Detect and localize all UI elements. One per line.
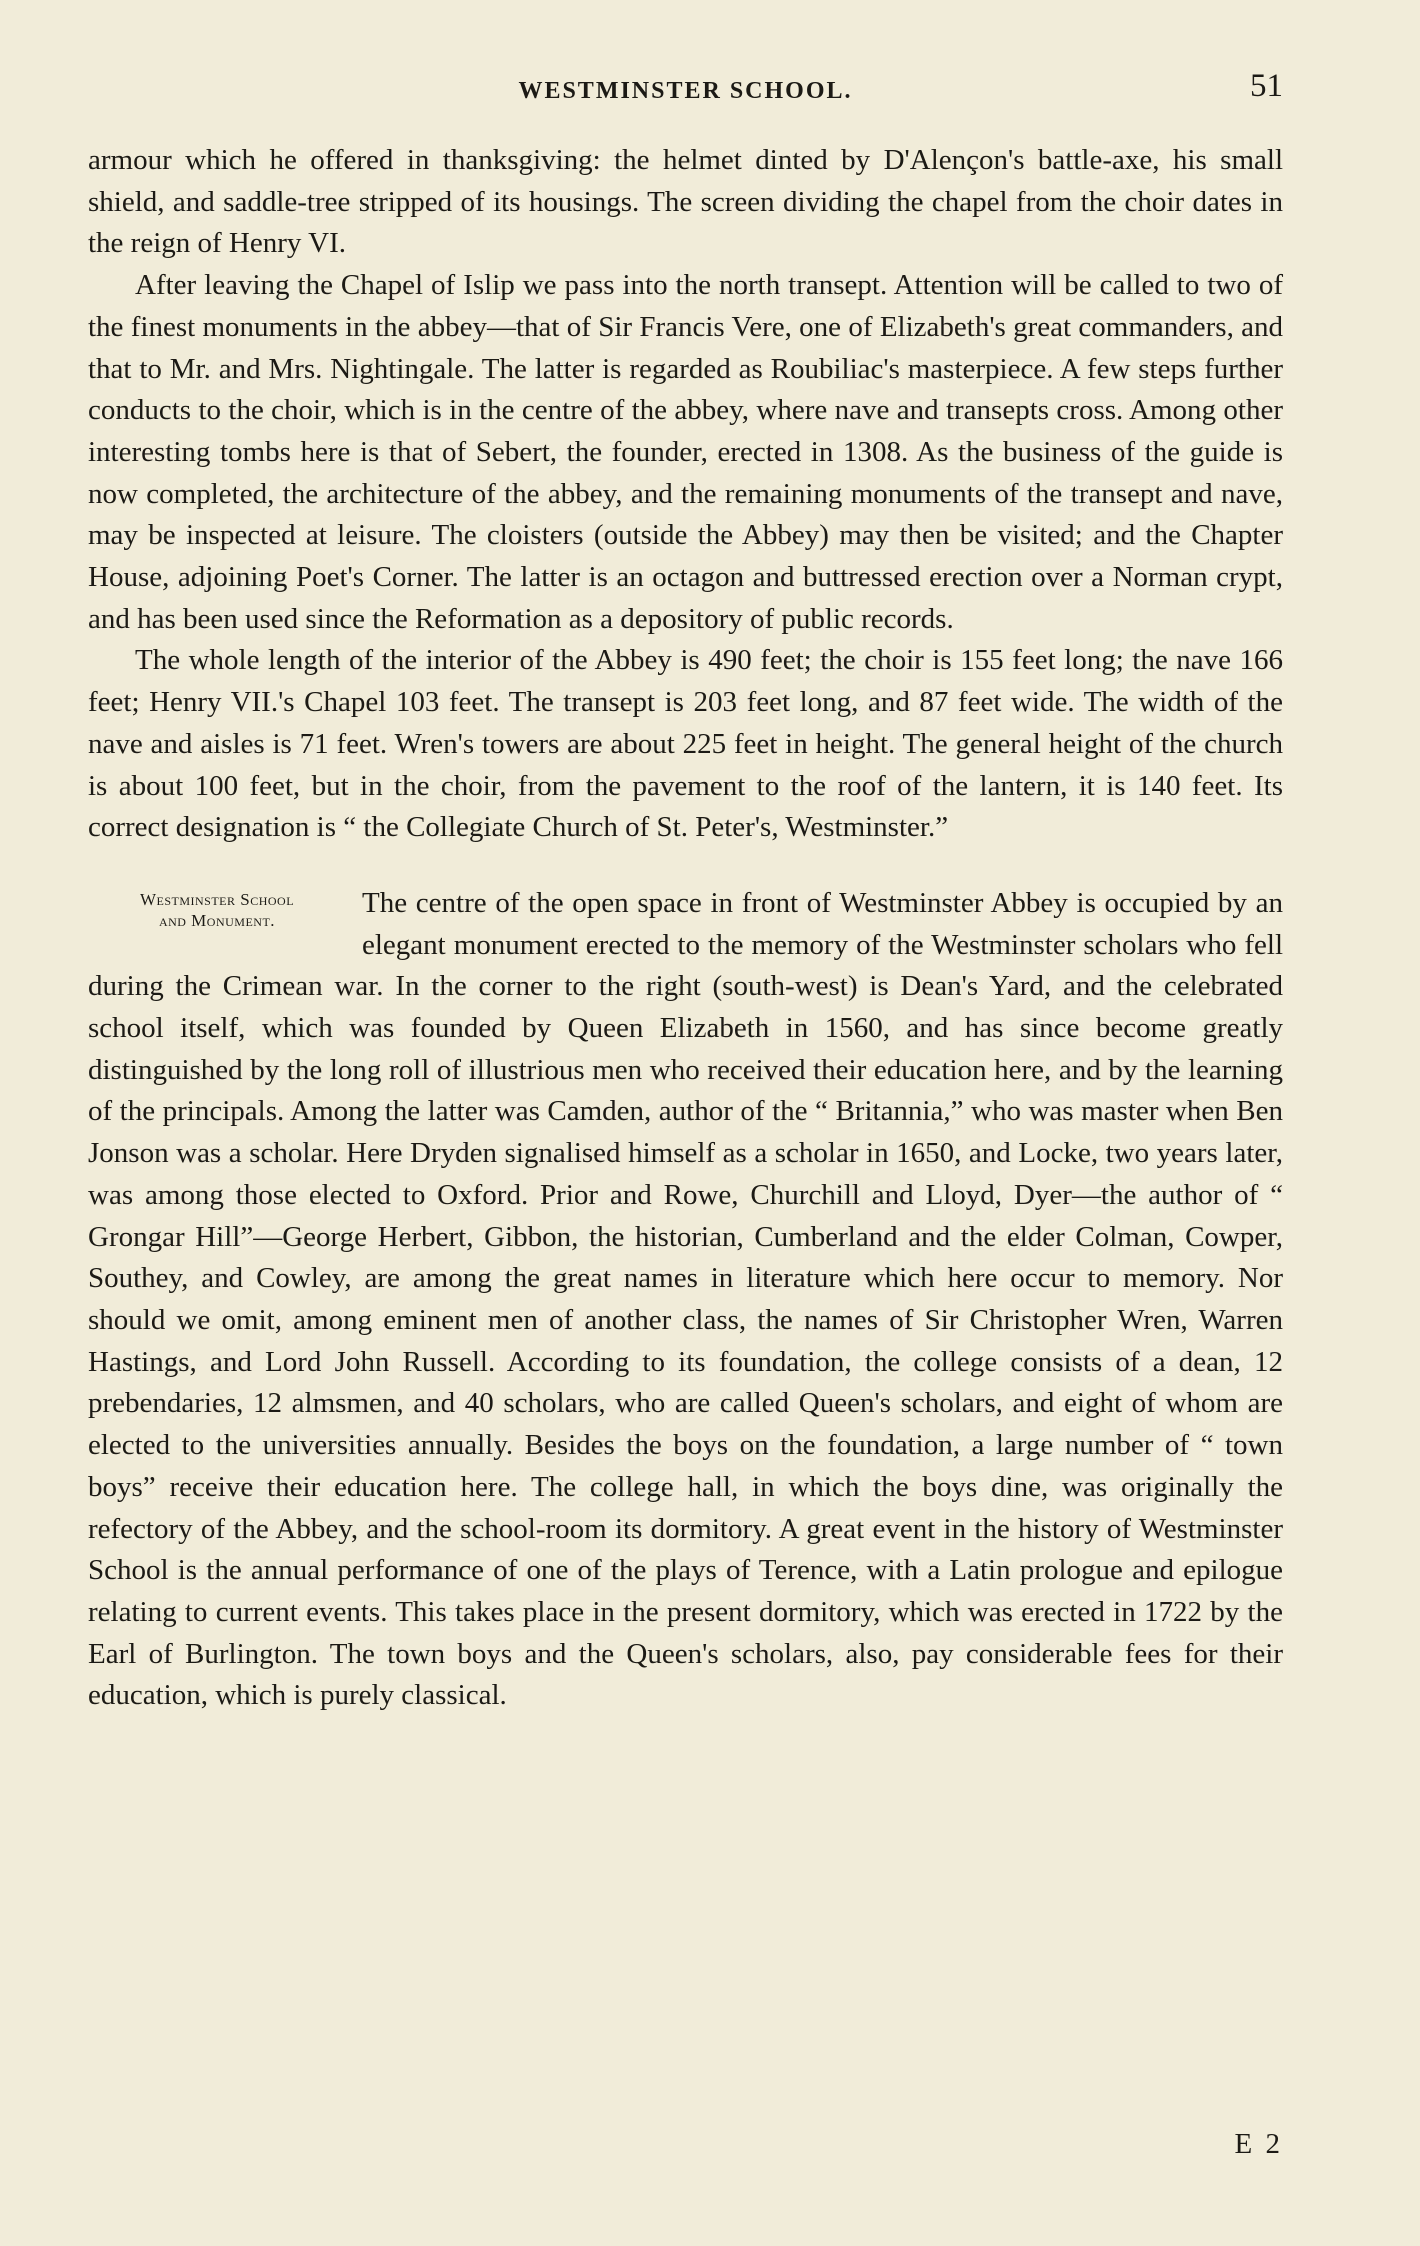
section-break [88, 849, 1283, 883]
paragraph-armour: armour which he offered in thanksgiving: the helmet dinted by D'Alençon's battle-axe, his small shield, and saddle-tree stripped of its housings. The screen dividing the chapel from the choir dates in the reign of Henry VI. [88, 144, 1283, 260]
paragraph-westminster-school: The centre of the open space in front of Westminster Abbey is occupied by an elegant monument erected to the memory of the Westminster scholars who fell during the Crimean war. In the corner to the right (south-west) is Dean's Yard, and the celebrated school itself, which was founded by Queen Elizabeth in 1560, and has since become greatly distinguished by the long roll of illustrious men who received their education here, and by the learning of the principals. Among the latter was Camden, author of the “ Britannia,” who was master when Ben Jonson was a scholar. Here Dryden signalised himself as a scholar in 1650, and Locke, two years later, was among those elected to Oxford. Prior and Rowe, Churchill and Lloyd, Dyer—the author of “ Grongar Hill”—George Herbert, Gibbon, the historian, Cumberland and the elder Colman, Cowper, Southey, and Cowley, are among the great names in literature which here occur to memory. Nor should we omit, among eminent men of another class, the names of Sir Christopher Wren, Warren Hastings, and Lord John Russell. According to its foundation, the college consists of a dean, 12 prebendaries, 12 almsmen, and 40 scholars, who are called Queen's scholars, and eight of whom are elected to the universities annually. Besides the boys on the foundation, a large number of “ town boys” receive their education here. The college hall, in which the boys dine, was originally the refectory of the Abbey, and the school-room its dormitory. A great event in the history of Westminster School is the annual performance of one of the plays of Terence, with a Latin prologue and epilogue relating to current events. This takes place in the present dormitory, which was erected in 1722 by the Earl of Burlington. The town boys and the Queen's scholars, also, pay considerable fees for their education, which is purely classical. [88, 886, 1283, 1712]
marginal-sidenote [88, 889, 346, 931]
paragraph-north-transept: After leaving the Chapel of Islip we pass into the north transept. Attention will be called to two of the finest monuments in the abbey—that of Sir Francis Vere, one of Elizabeth's great commanders, and that to Mr. and Mrs. Nightingale. The latter is regarded as Roubiliac's masterpiece. A few steps further conducts to the choir, which is in the centre of the abbey, where nave and transepts cross. Among other interesting tombs here is that of Sebert, the founder, erected in 1308. As the business of the guide is now completed, the architecture of the abbey, and the remaining monuments of the transept and nave, may be inspected at leisure. The cloisters (outside the Abbey) may then be visited; and the Chapter House, adjoining Poet's Corner. The latter is an octagon and buttressed erection over a Norman crypt, and has been used since the Reformation as a depository of public records. [88, 269, 1283, 635]
sidenote-line-2: and Monument. [158, 910, 276, 930]
signature-mark: E 2 [1234, 2128, 1283, 2160]
paragraph-dimensions: The whole length of the interior of the Abbey is 490 feet; the choir is 155 feet long; the nave 166 feet; Henry VII.'s Chapel 103 feet. The transept is 203 feet long, and 87 feet wide. The width of the nave and aisles is 71 feet. Wren's towers are about 225 feet in height. The general height of the church is about 100 feet, but in the choir, from the pavement to the roof of the lantern, it is 140 feet. Its correct designation is “ the Collegiate Church of St. Peter's, Westminster.” [88, 644, 1283, 844]
sidenote-line-1: Westminster School [139, 889, 295, 909]
body-text [88, 140, 1283, 1717]
running-head [88, 60, 1283, 120]
running-title: WESTMINSTER SCHOOL. [518, 78, 853, 104]
page-number: 51 [1250, 68, 1283, 104]
